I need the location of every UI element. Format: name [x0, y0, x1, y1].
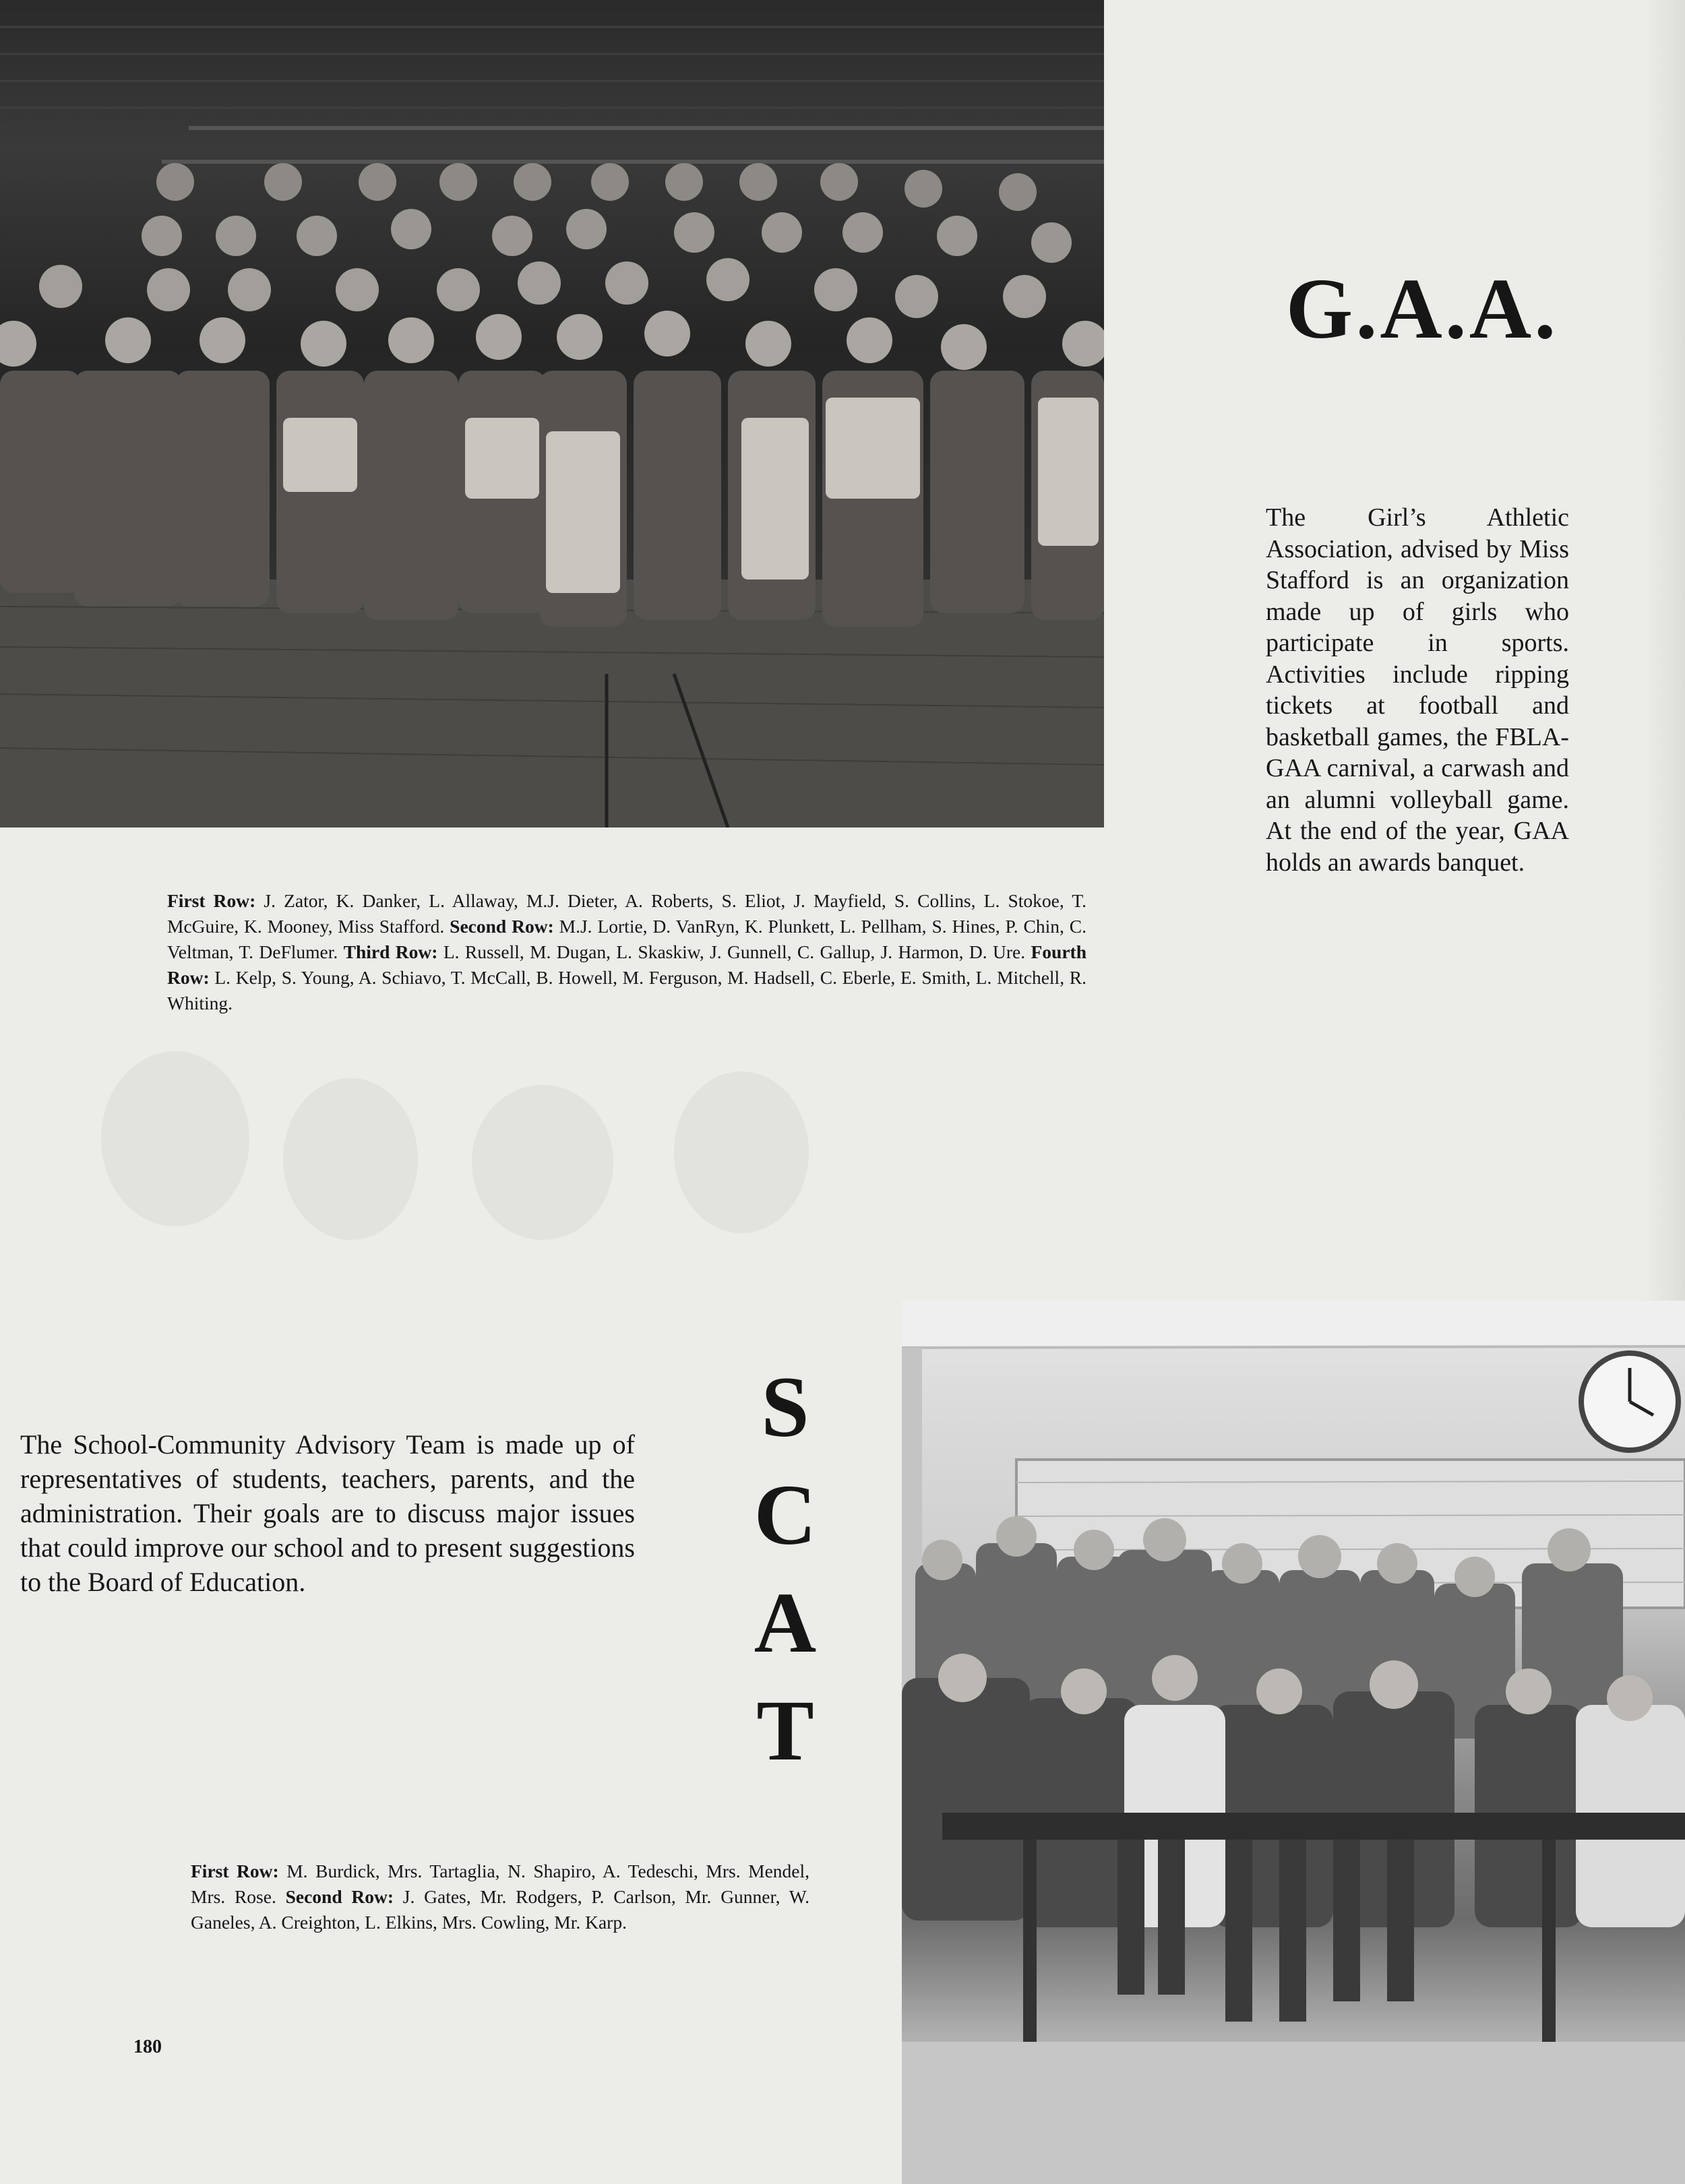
scat-description: The School-Community Advisory Team is made up of representatives of students, teachers, parents, and the administration. Their goals are to discuss major issues that could improve our school and to present suggestions to the Board of Education. — [20, 1429, 635, 1597]
show-through-shape — [472, 1085, 613, 1240]
caption-row-label: Second Row: — [285, 1886, 394, 1907]
gaa-group-photo — [0, 0, 1104, 828]
caption-row-names: J. Zator, K. Danker, L. Allaway, M.J. Dieter, A. Roberts, S. Eliot, J. Mayfield, S. Collins, L. Stokoe, T. McGuire, K. Mooney, Miss Stafford. — [167, 890, 1086, 937]
caption-row-label: Third Row: — [343, 941, 438, 962]
gaa-photo-caption — [167, 888, 1086, 1016]
caption-row-label: First Row: — [167, 890, 256, 911]
scat-letter: S — [761, 1359, 809, 1455]
caption-row-label: First Row: — [191, 1861, 279, 1881]
scat-group-photo — [902, 1301, 1685, 2184]
caption-row-names: L. Kelp, S. Young, A. Schiavo, T. McCall, B. Howell, M. Ferguson, M. Hadsell, C. Eberle, E. Smith, L. Mitchell, R. Whiting. — [167, 967, 1086, 1013]
scat-letter: A — [754, 1575, 817, 1671]
caption-row-label: Fourth Row: — [167, 941, 1086, 988]
caption-row-names: M. Burdick, Mrs. Tartaglia, N. Shapiro, A. Tedeschi, Mrs. Mendel, Mrs. Rose. — [191, 1861, 809, 1907]
show-through-shape — [101, 1051, 249, 1226]
caption-row-names: J. Gates, Mr. Rodgers, P. Carlson, Mr. Gunner, W. Ganeles, A. Creighton, L. Elkins, Mrs. Cowling, Mr. Karp. — [191, 1886, 810, 1933]
gaa-title: G.A.A. — [1285, 261, 1559, 356]
caption-row-names: M.J. Lortie, D. VanRyn, K. Plunkett, L. Pellham, S. Hines, P. Chin, C. Veltman, T. DeFlumer. — [167, 916, 1086, 962]
show-through-shape — [283, 1078, 418, 1240]
page-number: 180 — [133, 2036, 162, 2057]
scat-letter: T — [756, 1683, 814, 1778]
scat-vertical-title — [718, 1353, 853, 1784]
caption-row-label: Second Row: — [450, 916, 554, 937]
gaa-photo-illustration — [0, 0, 1104, 828]
gaa-description: The Girl’s Athletic Association, advised by Miss Stafford is an organization made up of girls who participate in sports. Activities include ripping tickets at football and basketball games, the FBLA-GAA carnival, a carwash and an alumni volleyball game. At the end of the year, GAA holds an awards banquet. — [1266, 503, 1569, 877]
scat-photo-caption — [191, 1859, 809, 1935]
caption-row-names: L. Russell, M. Dugan, L. Skaskiw, J. Gunnell, C. Gallup, J. Harmon, D. Ure. — [437, 941, 1031, 962]
show-through-shape — [674, 1071, 809, 1233]
scat-letter: C — [754, 1467, 817, 1563]
scat-photo-illustration — [902, 1301, 1685, 2184]
